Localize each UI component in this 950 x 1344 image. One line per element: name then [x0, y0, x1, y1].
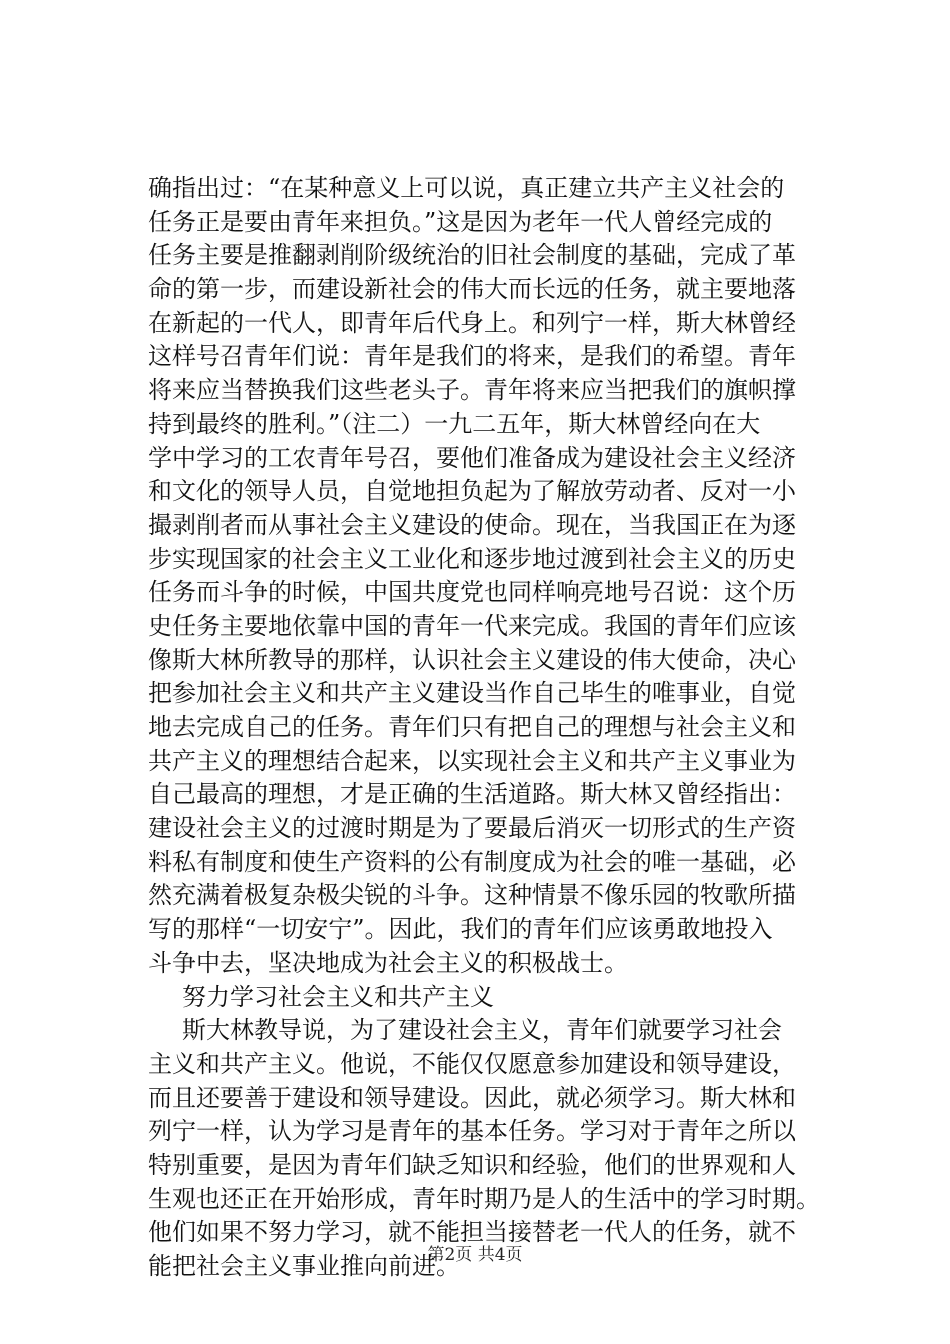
- text-line: 斯大林教导说，为了建设社会主义，青年们就要学习社会: [182, 1016, 782, 1045]
- text-line: 能把社会主义事业推向前进。: [148, 1252, 460, 1280]
- text-line: 在新起的一代人，即青年后代身上。和列宁一样，斯大林曾经: [148, 308, 796, 337]
- text-line: 把参加社会主义和共产主义建设当作自己毕生的唯事业，自觉: [148, 679, 796, 708]
- text-line: 生观也还正在开始形成，青年时期乃是人的生活中的学习时期。: [148, 1184, 820, 1213]
- text-line: 料私有制度和使生产资料的公有制度成为社会的唯一基础，必: [148, 847, 796, 876]
- text-line: 努力学习社会主义和共产主义: [182, 982, 494, 1011]
- text-line: 撮剥削者而从事社会主义建设的使命。现在，当我国正在为逐: [148, 510, 796, 539]
- text-line: 特别重要，是因为青年们缺乏知识和经验，他们的世界观和人: [148, 1150, 796, 1179]
- text-line: 他们如果不努力学习，就不能担当接替老一代人的任务，就不: [148, 1218, 796, 1247]
- text-line: 斗争中去，坚决地成为社会主义的积极战士。: [148, 948, 628, 977]
- text-line: 步实现国家的社会主义工业化和逐步地过渡到社会主义的历史: [148, 544, 796, 573]
- text-line: 学中学习的工农青年号召，要他们准备成为建设社会主义经济: [148, 443, 796, 472]
- text-line: 像斯大林所教导的那样，认识社会主义建设的伟大使命，决心: [148, 645, 796, 674]
- text-line: 建设社会主义的过渡时期是为了要最后消灭一切形式的生产资: [148, 814, 796, 843]
- text-line: 共产主义的理想结合起来，以实现社会主义和共产主义事业为: [148, 746, 796, 775]
- text-line: 和文化的领导人员，自觉地担负起为了解放劳动者、反对一小: [148, 477, 796, 506]
- text-line: 主义和共产主义。他说，不能仅仅愿意参加建设和领导建设，: [148, 1049, 796, 1078]
- text-line: 这样号召青年们说：青年是我们的将来，是我们的希望。青年: [148, 342, 796, 371]
- text-line: 自己最高的理想，才是正确的生活道路。斯大林又曾经指出：: [148, 780, 796, 809]
- text-line: 任务而斗争的时候，中国共度党也同样响亮地号召说：这个历: [148, 578, 796, 607]
- text-line: 写的那样“一切安宁”。因此，我们的青年们应该勇敢地投入: [148, 915, 773, 944]
- text-line: 然充满着极复杂极尖锐的斗争。这种情景不像乐园的牧歌所描: [148, 881, 796, 910]
- text-line: 任务主要是推翻剥削阶级统治的旧社会制度的基础，完成了革: [148, 241, 796, 270]
- text-line: 将来应当替换我们这些老头子。青年将来应当把我们的旗帜撑: [148, 376, 796, 405]
- text-line: 而且还要善于建设和领导建设。因此，就必须学习。斯大林和: [148, 1083, 796, 1112]
- text-line: 史任务主要地依靠中国的青年一代来完成。我国的青年们应该: [148, 611, 796, 640]
- text-line: 列宁一样，认为学习是青年的基本任务。学习对于青年之所以: [148, 1117, 796, 1146]
- text-line: 命的第一步，而建设新社会的伟大而长远的任务，就主要地落: [148, 275, 796, 304]
- document-body: [148, 172, 848, 1284]
- text-line: 任务正是要由青年来担负。”这是因为老年一代人曾经完成的: [148, 207, 773, 236]
- text-line: 持到最终的胜利。”（注二）一九二五年，斯大林曾经向在大: [148, 409, 761, 438]
- text-line: 地去完成自己的任务。青年们只有把自己的理想与社会主义和: [148, 713, 796, 741]
- page-number: 第2页 共4页: [427, 1245, 523, 1265]
- text-line: 确指出过：“在某种意义上可以说，真正建立共产主义社会的: [148, 174, 785, 202]
